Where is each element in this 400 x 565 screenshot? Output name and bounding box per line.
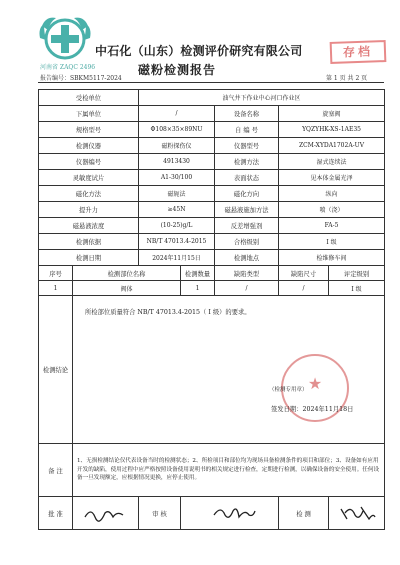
- conclusion-label: 检测结论: [39, 296, 73, 444]
- basis-label: 检测依据: [39, 234, 139, 250]
- self-no-value: YQZYHK-XS-1AE35: [279, 122, 385, 138]
- site-label: 检测地点: [215, 250, 279, 266]
- approve-label: 批 准: [39, 497, 73, 530]
- conc-value: (10-25)g/L: [139, 218, 215, 234]
- sensitivity-value: A1-30/100: [139, 170, 215, 186]
- report-number: 报告编号：SBKM5117-2024: [40, 75, 122, 82]
- result-cell: 1: [39, 281, 73, 296]
- row-basis: [39, 234, 385, 250]
- sensitivity-label: 灵敏度试片: [39, 170, 139, 186]
- surface-label: 表面状态: [215, 170, 279, 186]
- apply-label: 磁悬液施加方法: [215, 202, 279, 218]
- seal-label: （检测专用章）: [269, 387, 308, 393]
- inspect-label: 检 测: [279, 497, 329, 530]
- row-lift: [39, 202, 385, 218]
- results-header-cell: 评定级别: [329, 266, 385, 281]
- contrast-value: FA-5: [279, 218, 385, 234]
- row-mag-method: [39, 186, 385, 202]
- site-value: 检维修车间: [279, 250, 385, 266]
- row-notes: [39, 444, 385, 497]
- row-conclusion: [39, 296, 385, 444]
- results-header-cell: 检测数量: [181, 266, 215, 281]
- inspect-signature: [329, 497, 385, 530]
- method-value: 湿式连续法: [279, 154, 385, 170]
- self-no-label: 自 编 号: [215, 122, 279, 138]
- header-divider: [38, 82, 384, 83]
- report-title: 磁粉检测报告: [138, 63, 217, 77]
- signature-inspect: [337, 503, 377, 523]
- seal-star-icon: ★: [307, 374, 323, 393]
- instrument-model-value: ZCM-XYDA1702A-UV: [279, 138, 385, 154]
- equip-name-label: 设备名称: [215, 106, 279, 122]
- basis-value: NB/T 47013.4-2015: [139, 234, 215, 250]
- table-row: [39, 281, 385, 296]
- instrument-label: 检测仪器: [39, 138, 139, 154]
- grade-label: 合格级别: [215, 234, 279, 250]
- mag-method-value: 磁轭法: [139, 186, 215, 202]
- results-header-cell: 序号: [39, 266, 73, 281]
- dept-label: 下属单位: [39, 106, 139, 122]
- logo-caption: 河南省 ZAQC 2496: [40, 64, 96, 71]
- issue-date: 签发日期：2024年11月18日: [271, 406, 354, 413]
- client-label: 受检单位: [39, 90, 139, 106]
- page-info: 第 1 页 共 2 页: [326, 75, 368, 82]
- date-value: 2024年11月15日: [139, 250, 215, 266]
- result-cell: I 级: [329, 281, 385, 296]
- result-cell: /: [279, 281, 329, 296]
- instrument-model-label: 仪器型号: [215, 138, 279, 154]
- archive-stamp: 存档: [330, 40, 387, 64]
- review-signature: [181, 497, 279, 530]
- row-signoff: [39, 497, 385, 530]
- date-label: 检测日期: [39, 250, 139, 266]
- row-dept: [39, 106, 385, 122]
- instrument-value: 磁粉探伤仪: [139, 138, 215, 154]
- review-label: 审 核: [139, 497, 181, 530]
- row-sensitivity: [39, 170, 385, 186]
- method-label: 检测方法: [215, 154, 279, 170]
- row-instrument: [39, 138, 385, 154]
- conclusion-cell: [73, 296, 385, 444]
- result-cell: 1: [181, 281, 215, 296]
- grade-value: I 级: [279, 234, 385, 250]
- results-header-cell: 缺陷类型: [215, 266, 279, 281]
- row-instrument-no: [39, 154, 385, 170]
- company-name: 中石化（山东）检测评价研究有限公司: [95, 44, 303, 58]
- row-concentration: [39, 218, 385, 234]
- result-cell: 阀体: [73, 281, 181, 296]
- conclusion-text: 所检部位质量符合 NB/T 47013.4-2015（ I 级）的要求。: [85, 309, 251, 316]
- equip-name-value: 旋塞阀: [279, 106, 385, 122]
- notes-text: 1、无损检测结论仅代表设备当时的检测状态；2、所检项目和部位均为现场具备检测条件的项目和部位；3、设备如有应用开发的缺陷，使用过程中应严格按照设备使用说明书的相关规定进行检查，定期进行检测，以确保设备的安全使用。任何设备一旦发现额定，应根据情况更换，应停止使用。: [73, 444, 385, 497]
- surface-value: 见本体金属光泽: [279, 170, 385, 186]
- instrument-no-value: 4913430: [139, 154, 215, 170]
- report-table: [38, 89, 385, 530]
- results-header-cell: 检测部位名称: [73, 266, 181, 281]
- row-date: [39, 250, 385, 266]
- dept-value: /: [139, 106, 215, 122]
- mag-dir-value: 纵向: [279, 186, 385, 202]
- notes-label: 备 注: [39, 444, 73, 497]
- row-spec: [39, 122, 385, 138]
- row-client: [39, 90, 385, 106]
- company-logo-icon: [36, 12, 94, 62]
- results-header-cell: 缺陷尺寸: [279, 266, 329, 281]
- lift-value: ≥45N: [139, 202, 215, 218]
- results-header-row: [39, 266, 385, 281]
- mag-method-label: 磁化方法: [39, 186, 139, 202]
- lift-label: 提升力: [39, 202, 139, 218]
- client-value: 油气井下作业中心河口作业区: [139, 90, 385, 106]
- mag-dir-label: 磁化方向: [215, 186, 279, 202]
- approve-signature: [73, 497, 139, 530]
- spec-label: 规格型号: [39, 122, 139, 138]
- result-cell: /: [215, 281, 279, 296]
- spec-value: Φ108×35×89NU: [139, 122, 215, 138]
- instrument-no-label: 仪器编号: [39, 154, 139, 170]
- conc-label: 磁悬液浓度: [39, 218, 139, 234]
- contrast-label: 反差增强剂: [215, 218, 279, 234]
- signature-approve: [83, 503, 127, 523]
- signature-review: [211, 503, 257, 523]
- apply-value: 喷（浇）: [279, 202, 385, 218]
